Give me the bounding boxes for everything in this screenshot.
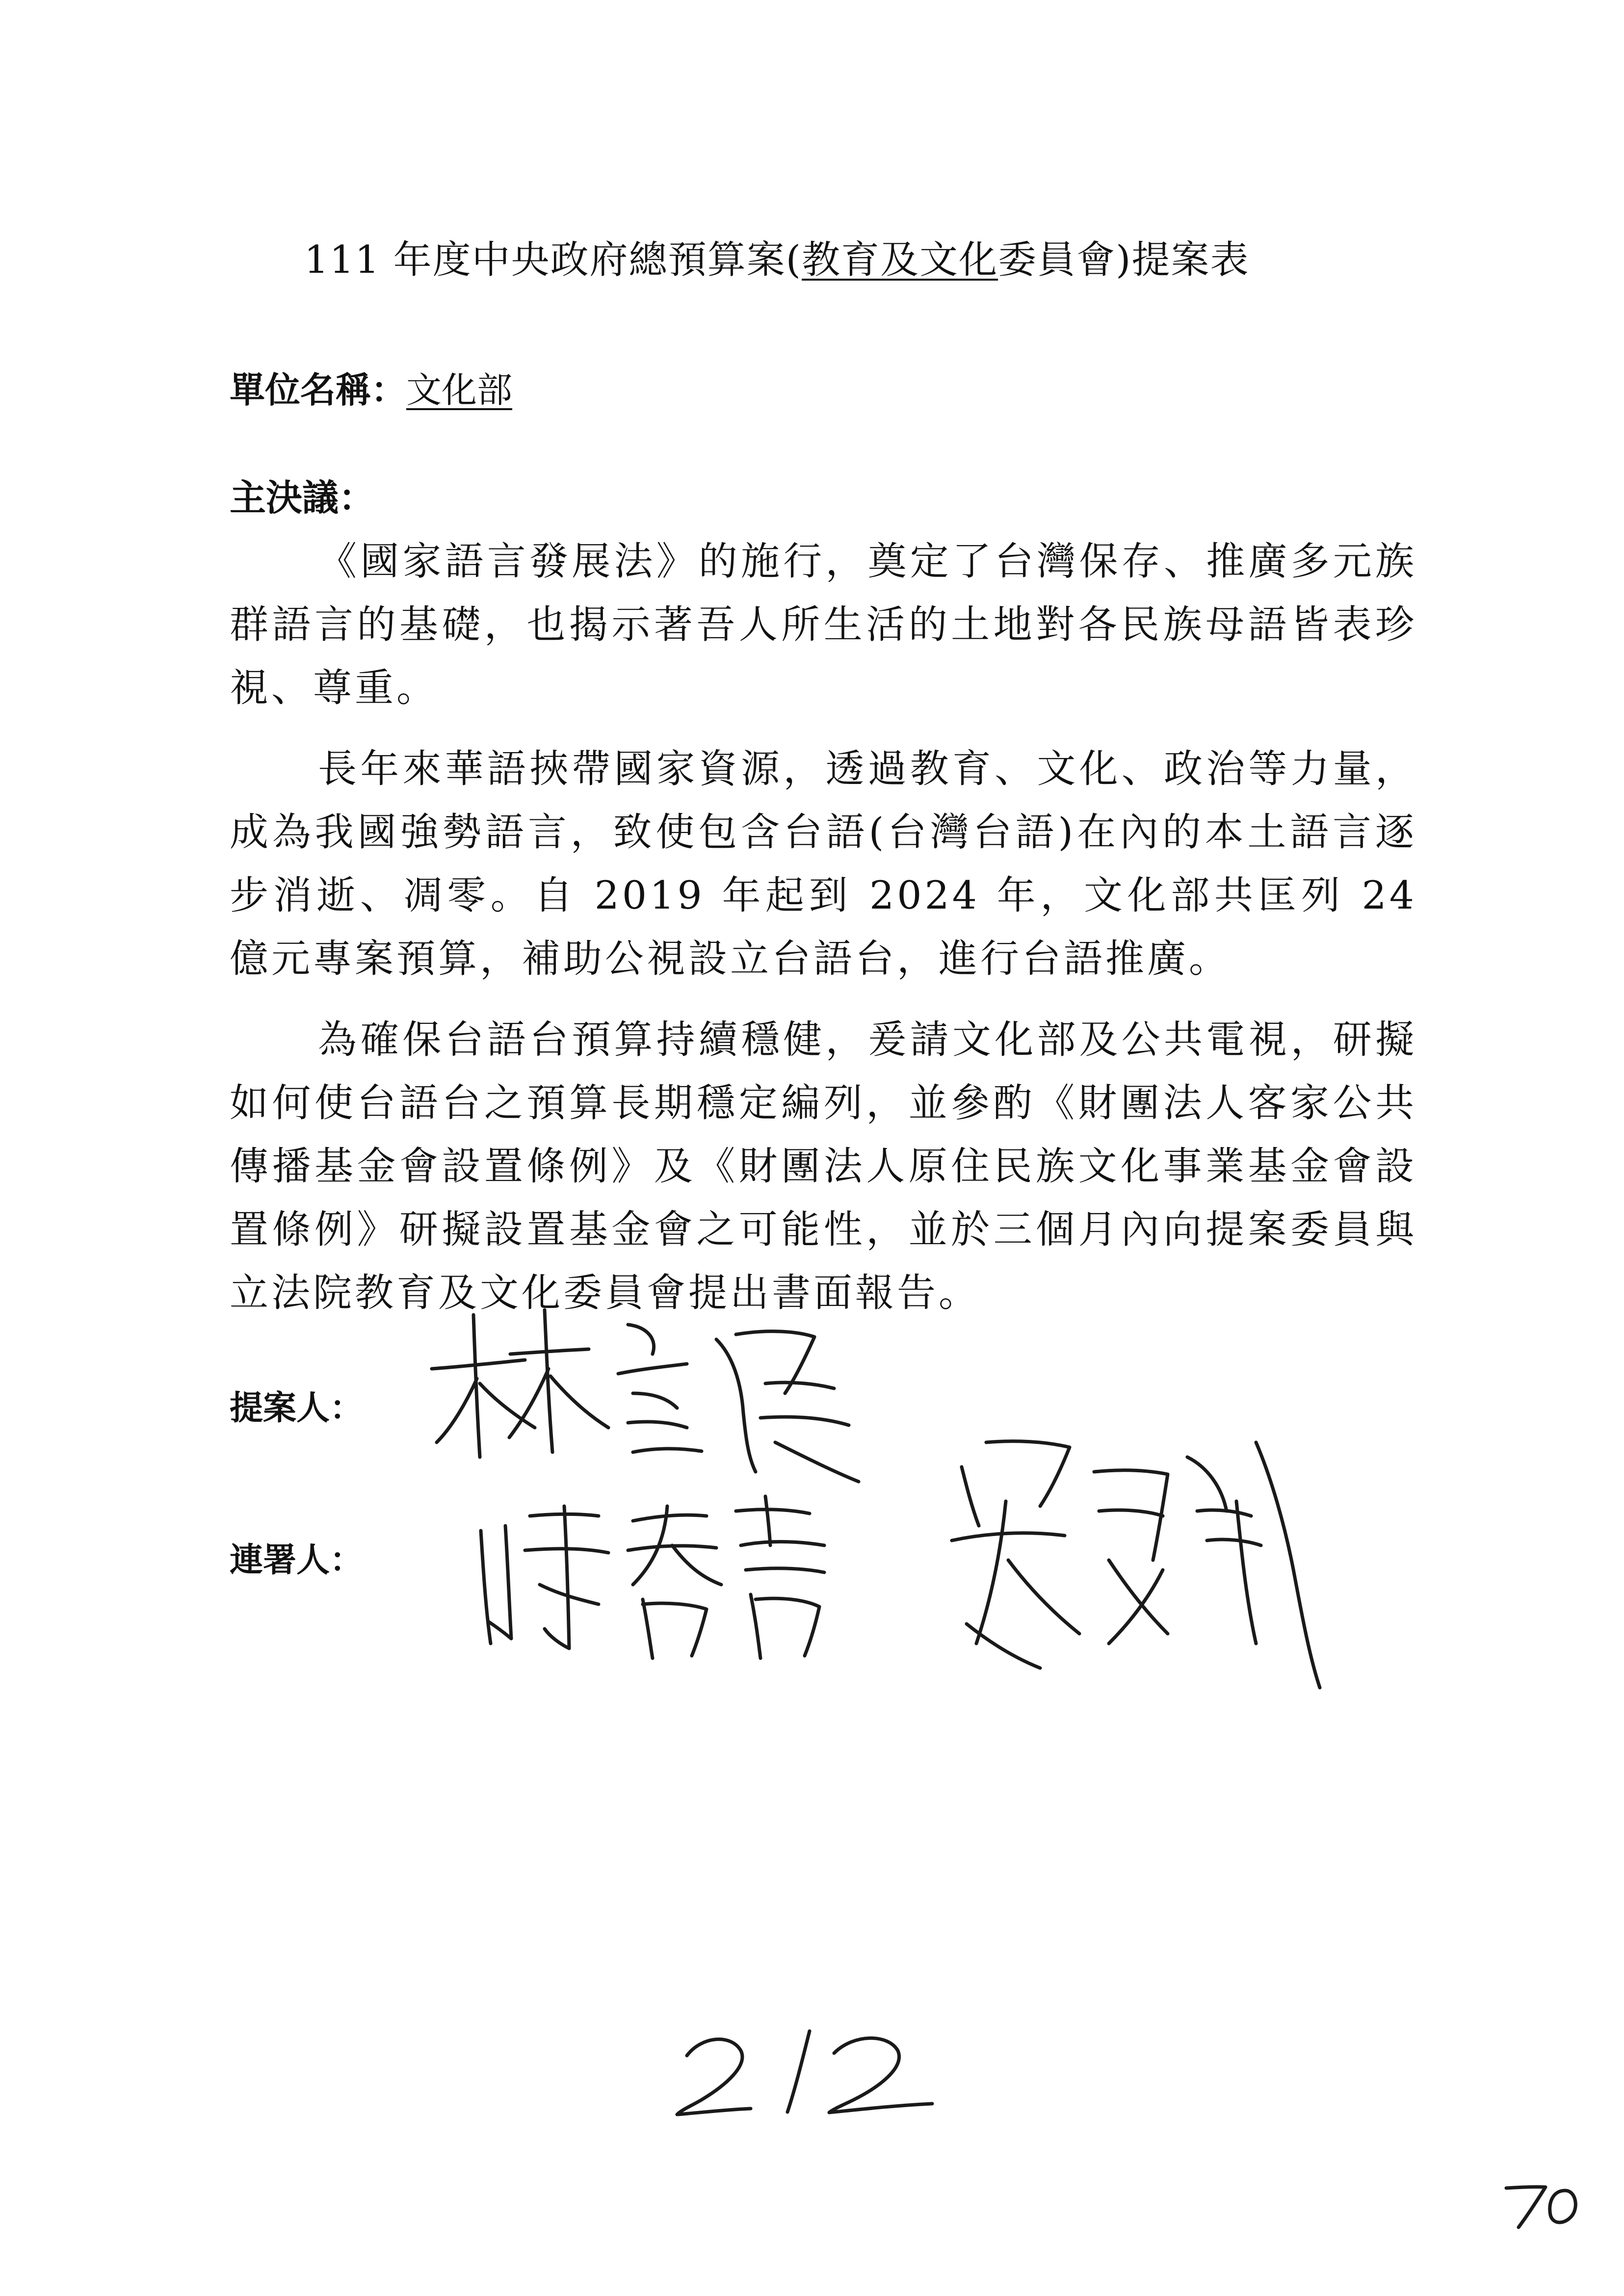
signature-stroke bbox=[952, 1441, 1079, 1668]
signature-stroke bbox=[481, 1526, 511, 1644]
resolution-body bbox=[230, 530, 1417, 1342]
signature-stroke bbox=[1506, 2187, 1545, 2227]
signature-stroke bbox=[1187, 1442, 1320, 1688]
resolution-label: 主決議： bbox=[230, 477, 375, 519]
signature-stroke bbox=[432, 1315, 535, 1457]
unit-row bbox=[230, 363, 512, 417]
resolution-paragraph: 為確保台語台預算持續穩健，爰請文化部及公共電視，研擬如何使台語台之預算長期穩定編列，並參酌《財團法人客家公共傳播基金會設置條例》及《財團法人原住民族文化事業基金會設置條例》研擬設置基金會之可能性，並於三個月內向提案委員與立法院教育及文化委員會提出書面報告。 bbox=[230, 1017, 1417, 1315]
proposer-signature bbox=[422, 1295, 873, 1501]
cosigner-label: 連署人： bbox=[230, 1540, 364, 1580]
signature-stroke bbox=[787, 2031, 810, 2112]
title-suffix: 委員會)提案表 bbox=[998, 238, 1250, 282]
signature-stroke bbox=[525, 1506, 608, 1648]
signature-stroke bbox=[628, 1506, 721, 1658]
title-prefix: 111 年度中央政府總預算案( bbox=[304, 238, 802, 282]
signature-stroke bbox=[1550, 2191, 1576, 2222]
signature-stroke bbox=[716, 1331, 859, 1482]
handwritten-number-212 bbox=[667, 2021, 942, 2119]
signature-stroke bbox=[736, 1496, 824, 1658]
title-committee: 教育及文化 bbox=[802, 238, 998, 282]
page-title bbox=[304, 231, 1364, 289]
signature-stroke bbox=[829, 2038, 932, 2113]
signature-stroke bbox=[677, 2039, 751, 2114]
signature-stroke bbox=[509, 1310, 608, 1452]
proposer-label: 提案人： bbox=[230, 1388, 364, 1428]
handwritten-number-70 bbox=[1501, 2178, 1585, 2232]
signature-stroke bbox=[618, 1325, 702, 1452]
resolution-paragraph: 《國家語言發展法》的施行，奠定了台灣保存、推廣多元族群語言的基礎，也揭示著吾人所生活的土地對各民族母語皆表珍視、尊重。 bbox=[230, 539, 1417, 710]
unit-label: 單位名稱： bbox=[230, 369, 407, 411]
resolution-paragraph: 長年來華語挾帶國家資源，透過教育、文化、政治等力量，成為我國強勢語言，致使包含台語(台灣台語)在內的本土語言逐步消逝、凋零。自 2019 年起到 2024 年，文化部共匡列 24 億元專案預算，補助公視設立台語台，進行台語推廣。 bbox=[230, 746, 1417, 981]
signature-stroke bbox=[1094, 1470, 1168, 1644]
cosigner-signature-1 bbox=[471, 1487, 844, 1673]
cosigner-signature-2 bbox=[932, 1413, 1335, 1737]
unit-value: 文化部 bbox=[406, 369, 513, 411]
